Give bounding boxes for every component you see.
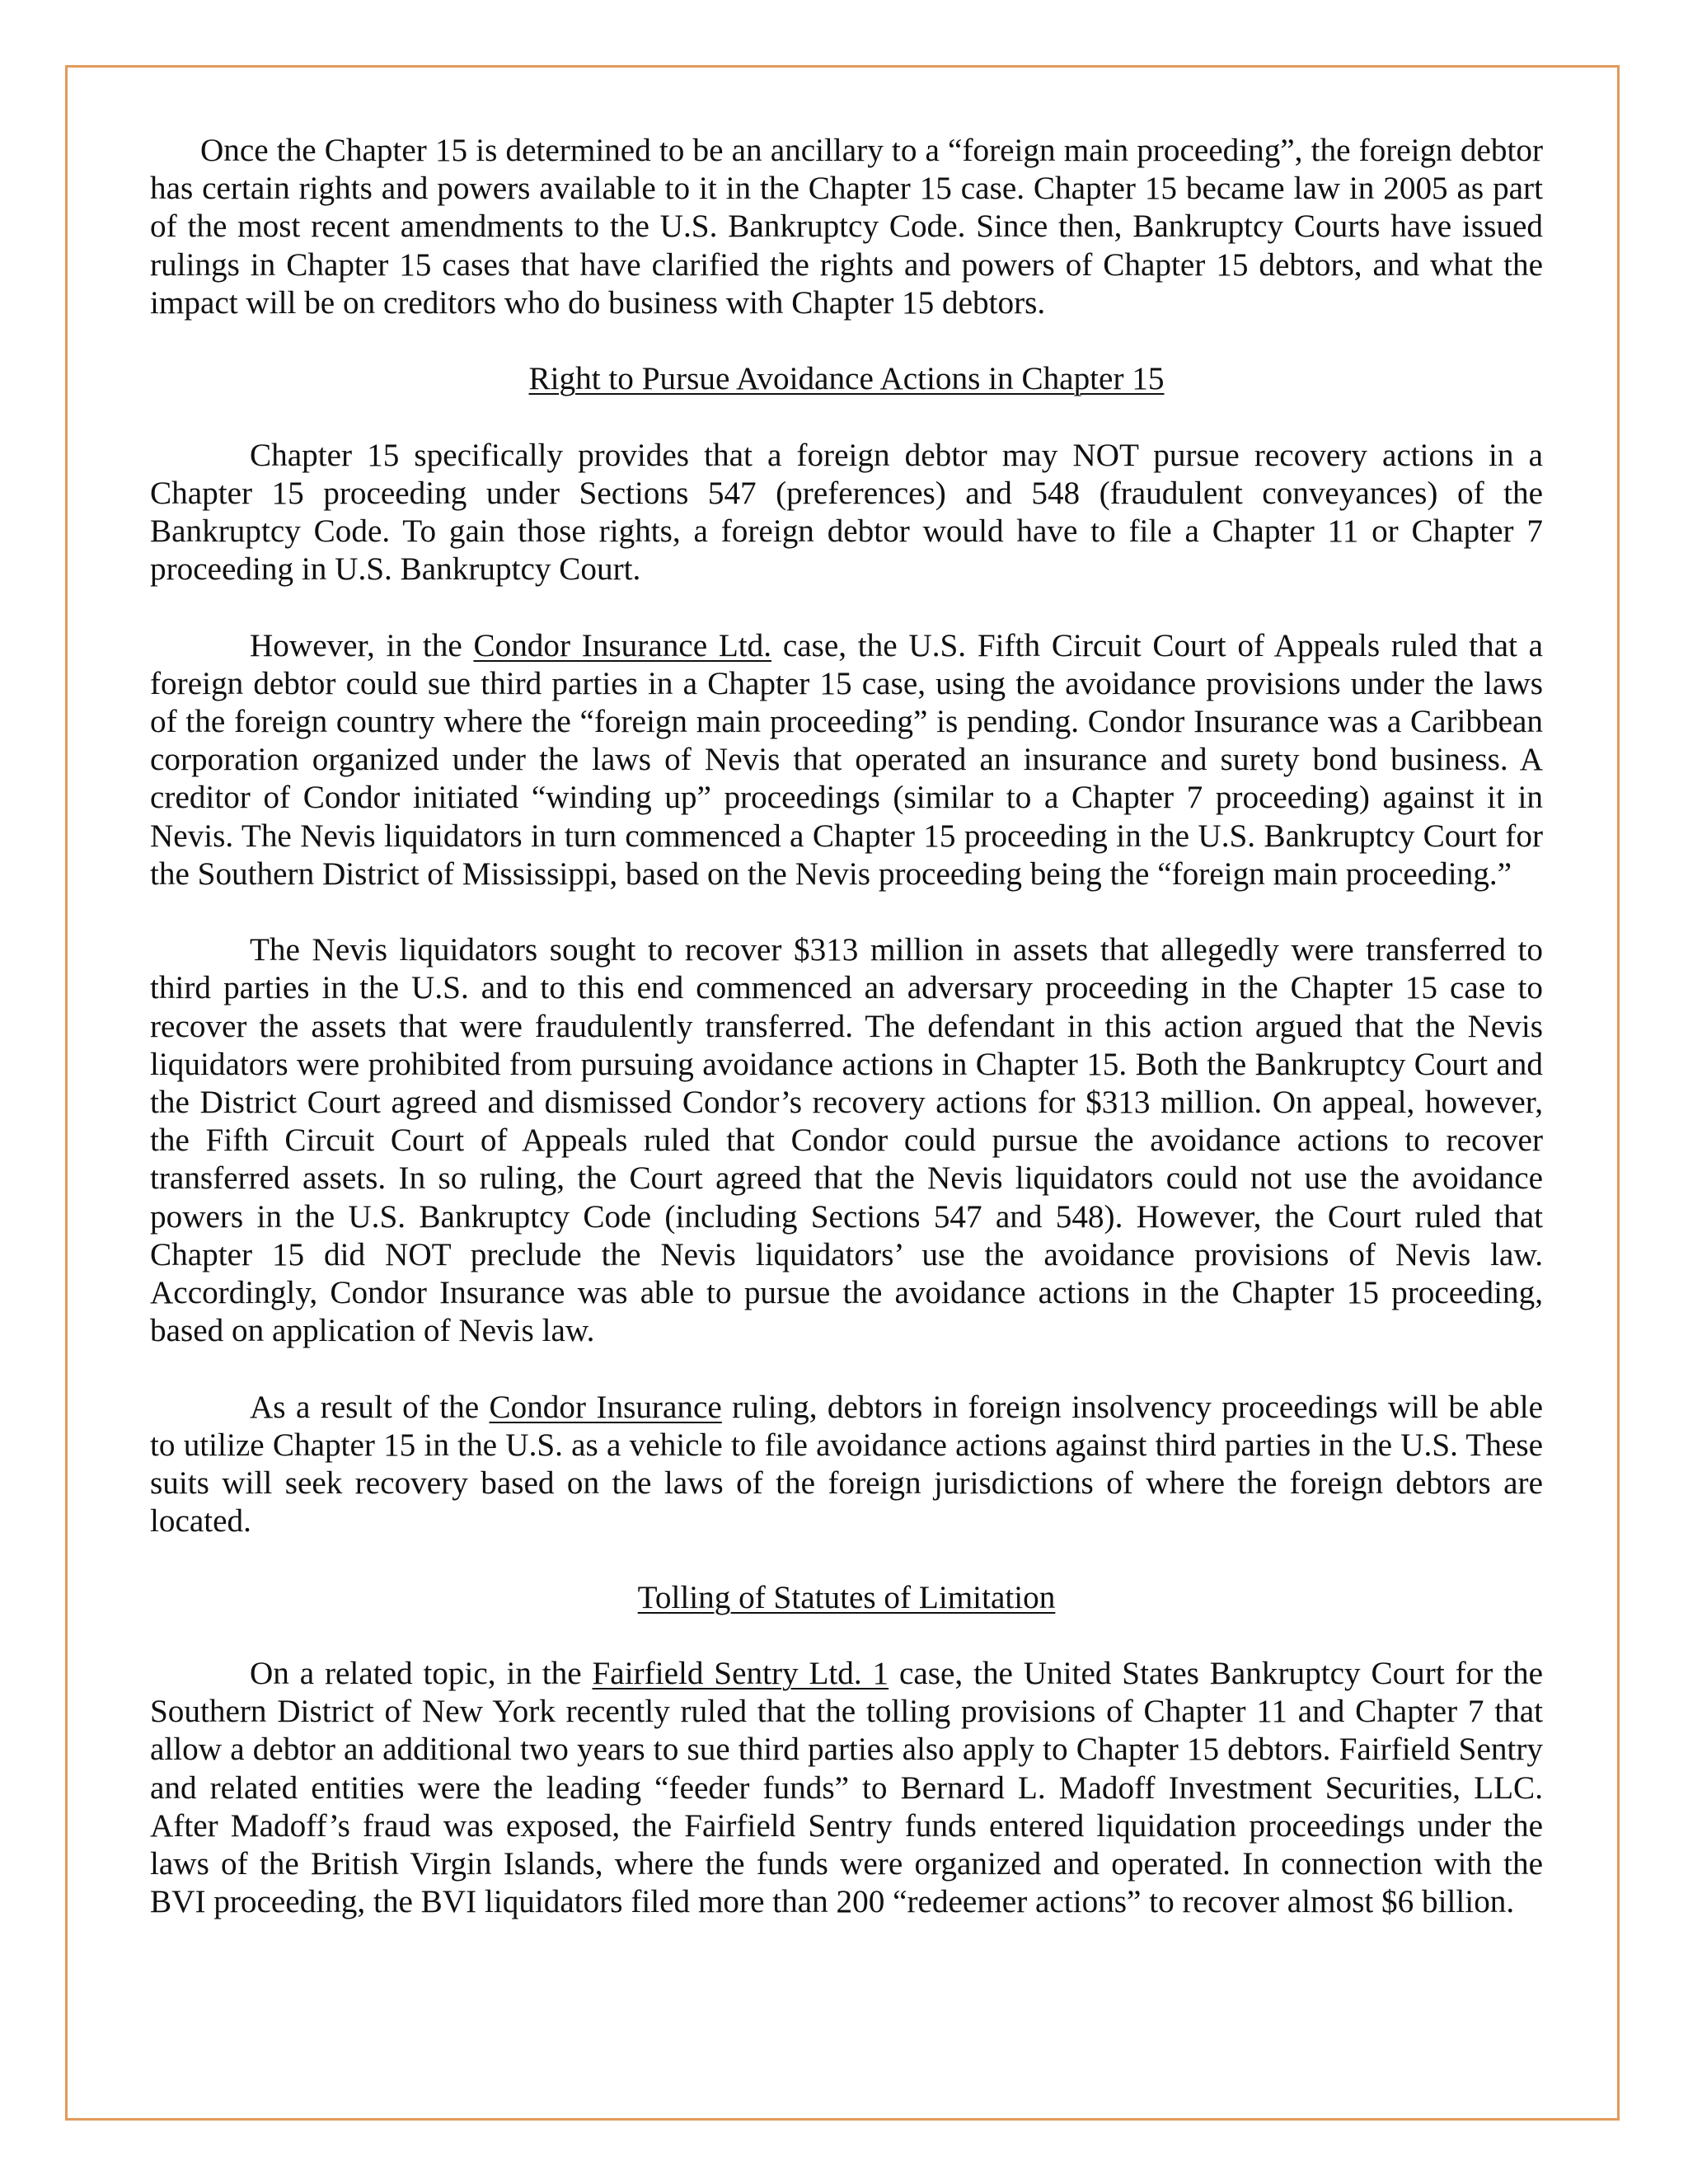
tolling-paragraph-1 (150, 1655, 1543, 1921)
case-name-condor-insurance: Condor Insurance (489, 1389, 722, 1425)
avoidance-paragraph-1: Chapter 15 specifically provides that a foreign debtor may NOT pursue recovery actions in a Chapter 15 proceeding under Sections 547 (preferences) and 548 (fraudulent conveyances) of the Bankruptcy Code. To gain those rights, a foreign debtor would have to file a Chapter 11 or Chapter 7 proceeding in U.S. Bankruptcy Court. (150, 437, 1543, 588)
case-name-condor-insurance-ltd: Condor Insurance Ltd. (473, 627, 772, 663)
avoidance-paragraph-3: The Nevis liquidators sought to recover $313 million in assets that allegedly were transferred to third parties in the U.S. and to this end commenced an adversary proceeding in the Chapter 15 case to recover the assets that were fraudulently transferred. The defendant in this action argued that the Nevis liquidators were prohibited from pursuing avoidance actions in Chapter 15. Both the Bankruptcy Court and the District Court agreed and dismissed Condor’s recovery actions for $313 million. On appeal, however, the Fifth Circuit Court of Appeals ruled that Condor could pursue the avoidance actions to recover transferred assets. In so ruling, the Court agreed that the Nevis liquidators could not use the avoidance powers in the U.S. Bankruptcy Code (including Sections 547 and 548). However, the Court ruled that Chapter 15 did NOT preclude the Nevis liquidators’ use the avoidance provisions of Nevis law. Accordingly, Condor Insurance was able to pursue the avoidance actions in the Chapter 15 proceeding, based on application of Nevis law. (150, 932, 1543, 1349)
avoidance-paragraph-2 (150, 627, 1543, 893)
section-heading-tolling: Tolling of Statutes of Limitation (637, 1579, 1056, 1615)
paragraph-text: case, the United States Bankruptcy Court for the Southern District of New York recently ruled that the tolling provisions of Chapter 11 and Chapter 7 that allow a debtor an additional two years to sue third parties also apply to Chapter 15 debtors. Fairfield Sentry and related entities were the leading “feeder funds” to Bernard L. Madoff Investment Securities, LLC. After Madoff’s fraud was exposed, the Fairfield Sentry funds entered liquidation proceedings under the laws of the British Virgin Islands, where the funds were organized and operated. In connection with the BVI proceeding, the BVI liquidators filed more than 200 “redeemer actions” to recover almost $6 billion. (150, 1656, 1543, 1920)
intro-paragraph: Once the Chapter 15 is determined to be an ancillary to a “foreign main proceeding”, the foreign debtor has certain rights and powers available to it in the Chapter 15 case. Chapter 15 became law in 2005 as part of the most recent amendments to the U.S. Bankruptcy Code. Since then, Bankruptcy Courts have issued rulings in Chapter 15 cases that have clarified the rights and powers of Chapter 15 debtors, and what the impact will be on creditors who do business with Chapter 15 debtors. (150, 133, 1543, 321)
paragraph-text: As a result of the (250, 1389, 490, 1425)
document-body (150, 132, 1543, 1960)
section-heading-avoidance: Right to Pursue Avoidance Actions in Chapter 15 (528, 361, 1165, 397)
avoidance-paragraph-4 (150, 1389, 1543, 1541)
paragraph-text: case, the U.S. Fifth Circuit Court of Appeals ruled that a foreign debtor could sue third parties in a Chapter 15 case, using the avoidance provisions under the laws of the foreign country where the “foreign main proceeding” is pending. Condor Insurance was a Caribbean corporation organized under the laws of Nevis that operated an insurance and surety bond business. A creditor of Condor initiated “winding up” proceedings (similar to a Chapter 7 proceeding) against it in Nevis. The Nevis liquidators in turn commenced a Chapter 15 proceeding in the U.S. Bankruptcy Court for the Southern District of Mississippi, based on the Nevis proceeding being the “foreign main proceeding.” (150, 627, 1543, 892)
paragraph-text: ruling, debtors in foreign insolvency proceedings will be able to utilize Chapter 15 in the U.S. as a vehicle to file avoidance actions against third parties in the U.S. These suits will seek recovery based on the laws of the foreign jurisdictions of where the foreign debtors are located. (150, 1389, 1543, 1540)
case-name-fairfield-sentry: Fairfield Sentry Ltd. 1 (592, 1656, 889, 1692)
paragraph-text: However, in the (250, 627, 474, 663)
paragraph-text: On a related topic, in the (250, 1656, 593, 1692)
